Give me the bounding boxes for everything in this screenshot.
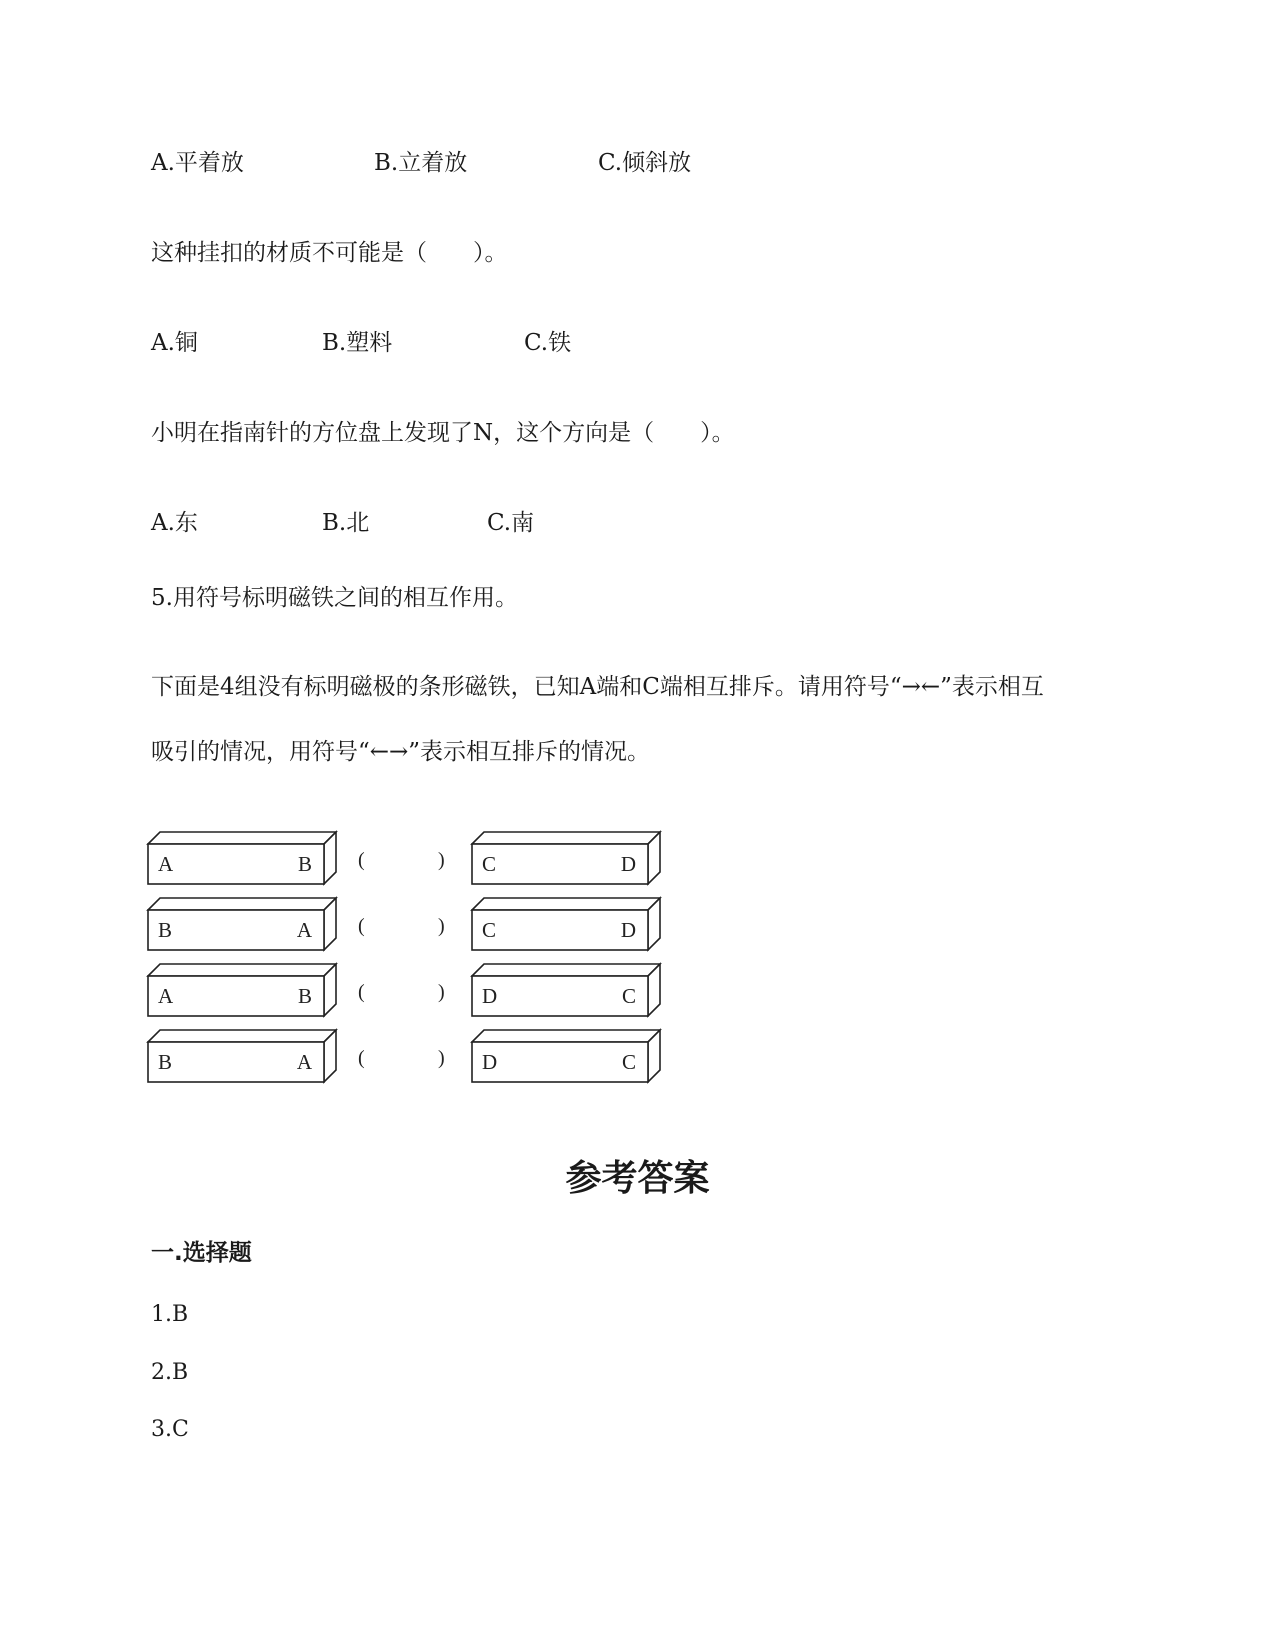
magnet-pair-row xyxy=(148,898,660,950)
answer-bracket-open: ( xyxy=(358,981,365,1003)
answer-item-1: 1.B xyxy=(151,1302,189,1327)
pole-label: B xyxy=(158,1050,173,1074)
answers-title: 参考答案 xyxy=(565,1158,710,1199)
option-a: A.平着放 xyxy=(151,150,244,176)
answer-bracket-open: ( xyxy=(358,849,365,871)
magnet-right xyxy=(472,832,660,884)
magnet-right xyxy=(472,898,660,950)
question-4-text: 小明在指南针的方位盘上发现了N，这个方向是（ ）。 xyxy=(151,420,735,446)
pole-label: A xyxy=(296,918,312,942)
answer-bracket-close: ) xyxy=(438,849,445,871)
pole-label: A xyxy=(158,852,174,876)
q3-option-c: C.铁 xyxy=(524,330,572,356)
magnet-pair-row xyxy=(148,1030,660,1082)
magnet-left xyxy=(148,832,336,884)
pole-label: A xyxy=(296,1050,312,1074)
pole-label: D xyxy=(620,918,636,942)
pole-label: C xyxy=(482,852,497,876)
pole-label: B xyxy=(158,918,173,942)
answer-item-3: 3.C xyxy=(151,1417,189,1442)
magnet-diagram xyxy=(140,820,700,1100)
pole-label: D xyxy=(620,852,636,876)
magnet-left xyxy=(148,964,336,1016)
pole-label: A xyxy=(158,984,174,1008)
magnet-left xyxy=(148,1030,336,1082)
q4-option-a: A.东 xyxy=(151,510,198,536)
pole-label: D xyxy=(482,1050,498,1074)
q3-option-b: B.塑料 xyxy=(322,330,393,356)
question-5-heading: 5.用符号标明磁铁之间的相互作用。 xyxy=(151,585,518,611)
magnet-right xyxy=(472,964,660,1016)
q4-option-b: B.北 xyxy=(322,510,370,536)
option-b: B.立着放 xyxy=(374,150,468,176)
pole-label: B xyxy=(297,852,312,876)
q3-option-a: A.铜 xyxy=(151,330,198,356)
answer-bracket-close: ) xyxy=(438,1047,445,1069)
pole-label: B xyxy=(297,984,312,1008)
magnet-pair-row xyxy=(148,964,660,1016)
answer-item-2: 2.B xyxy=(151,1360,189,1385)
pole-label: D xyxy=(482,984,498,1008)
pole-label: C xyxy=(621,984,636,1008)
answer-bracket-close: ) xyxy=(438,981,445,1003)
q4-option-c: C.南 xyxy=(487,510,535,536)
answers-section-heading: 一.选择题 xyxy=(151,1240,252,1266)
question-3-text: 这种挂扣的材质不可能是（ ）。 xyxy=(151,240,508,266)
option-c: C.倾斜放 xyxy=(598,150,692,176)
pole-label: C xyxy=(621,1050,636,1074)
magnet-right xyxy=(472,1030,660,1082)
magnet-left xyxy=(148,898,336,950)
magnet-pair-row xyxy=(148,832,660,884)
answer-bracket-close: ) xyxy=(438,915,445,937)
pole-label: C xyxy=(482,918,497,942)
question-5-line-2: 吸引的情况，用符号“←→”表示相互排斥的情况。 xyxy=(151,739,651,765)
answer-bracket-open: ( xyxy=(358,915,365,937)
answer-bracket-open: ( xyxy=(358,1047,365,1069)
question-5-line-1: 下面是4组没有标明磁极的条形磁铁，已知A端和C端相互排斥。请用符号“→←”表示相互 xyxy=(151,674,1044,700)
